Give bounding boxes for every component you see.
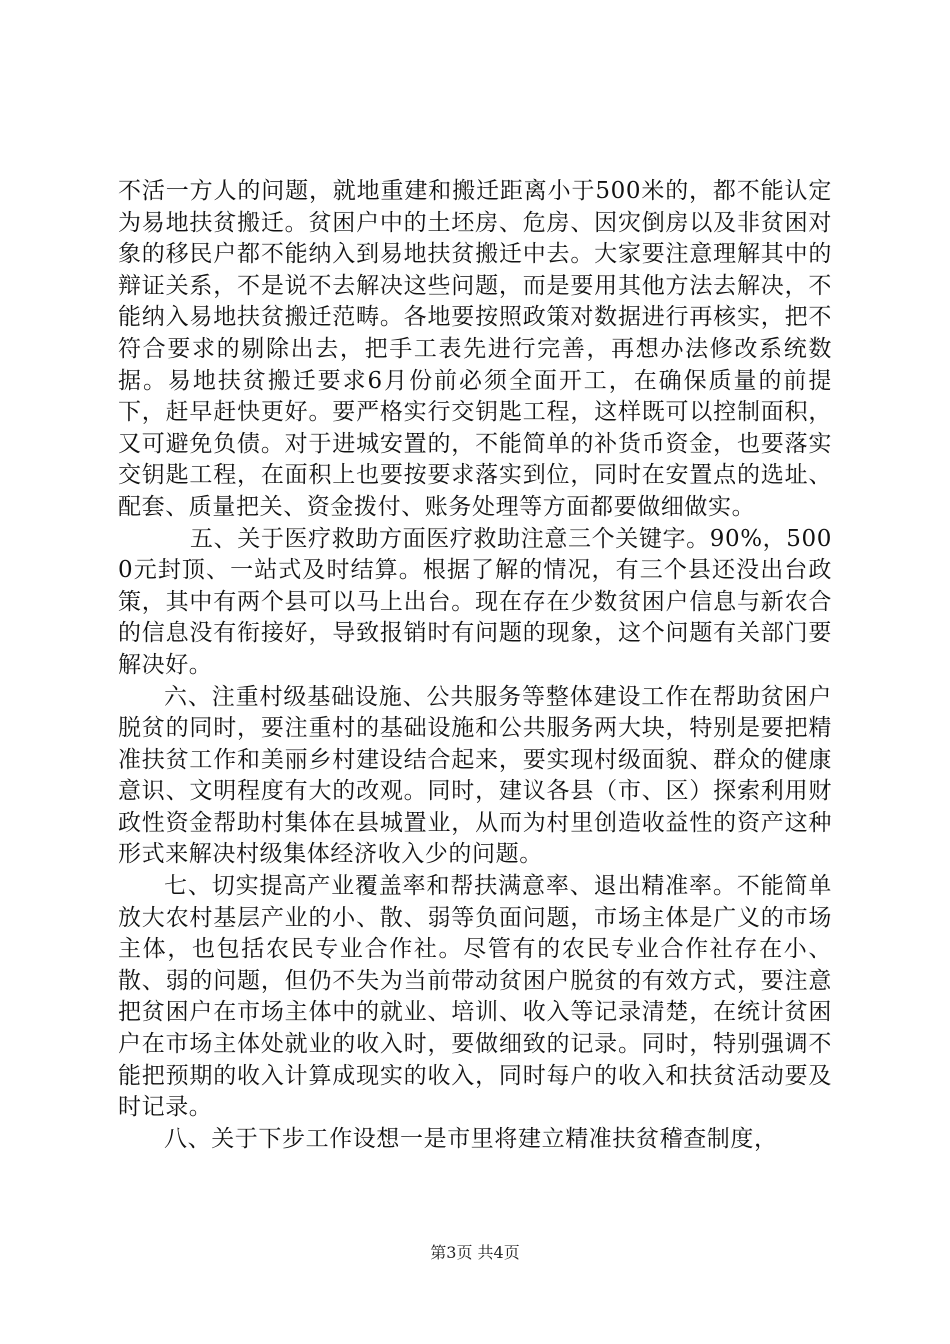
paragraph-village-infrastructure: 六、注重村级基础设施、公共服务等整体建设工作在帮助贫困户脱贫的同时，要注重村的基础设施和公共服务两大块，特别是要把精准扶贫工作和美丽乡村建设结合起来，要实现村级面貌、群众的健康意识、文明程度有大的改观。同时，建议各县（市、区）探索利用财政性资金帮助村集体在县城置业，从而为村里创造收益性的资产这种形式来解决村级集体经济收入少的问题。 <box>118 683 832 868</box>
paragraph-industry-coverage: 七、切实提高产业覆盖率和帮扶满意率、退出精准率。不能简单放大农村基层产业的小、散、弱等负面问题，市场主体是广义的市场主体，也包括农民专业合作社。尽管有的农民专业合作社存在小、散、弱的问题，但仍不失为当前带动贫困户脱贫的有效方式，要注意把贫困户在市场主体中的就业、培训、收入等记录清楚，在统计贫困户在市场主体处就业的收入时，要做细致的记录。同时，特别强调不能把预期的收入计算成现实的收入，同时每户的收入和扶贫活动要及时记录。 <box>118 873 832 1121</box>
page-number-footer: 第3页 共4页 <box>430 1243 520 1262</box>
paragraph-next-steps: 八、关于下步工作设想一是市里将建立精准扶贫稽查制度， <box>164 1125 778 1152</box>
document-body <box>118 176 832 1155</box>
paragraph-relocation-policy: 不活一方人的问题，就地重建和搬迁距离小于500米的，都不能认定为易地扶贫搬迁。贫困户中的土坯房、危房、因灾倒房以及非贫困对象的移民户都不能纳入到易地扶贫搬迁中去。大家要注意理解其中的辩证关系，不是说不去解决这些问题，而是要用其他方法去解决，不能纳入易地扶贫搬迁范畴。各地要按照政策对数据进行再核实，把不符合要求的剔除出去，把手工表先进行完善，再想办法修改系统数据。易地扶贫搬迁要求6月份前必须全面开工，在确保质量的前提下，赶早赶快更好。要严格实行交钥匙工程，这样既可以控制面积，又可避免负债。对于进城安置的，不能简单的补货币资金，也要落实交钥匙工程，在面积上也要按要求落实到位，同时在安置点的选址、配套、质量把关、资金拨付、账务处理等方面都要做细做实。 <box>118 178 832 520</box>
paragraph-medical-assistance: 五、关于医疗救助方面医疗救助注意三个关键字。90%，5000元封顶、一站式及时结算。根据了解的情况，有三个县还没出台政策，其中有两个县可以马上出台。现在存在少数贫困户信息与新农合的信息没有衔接好，导致报销时有问题的现象，这个问题有关部门要解决好。 <box>118 525 832 678</box>
